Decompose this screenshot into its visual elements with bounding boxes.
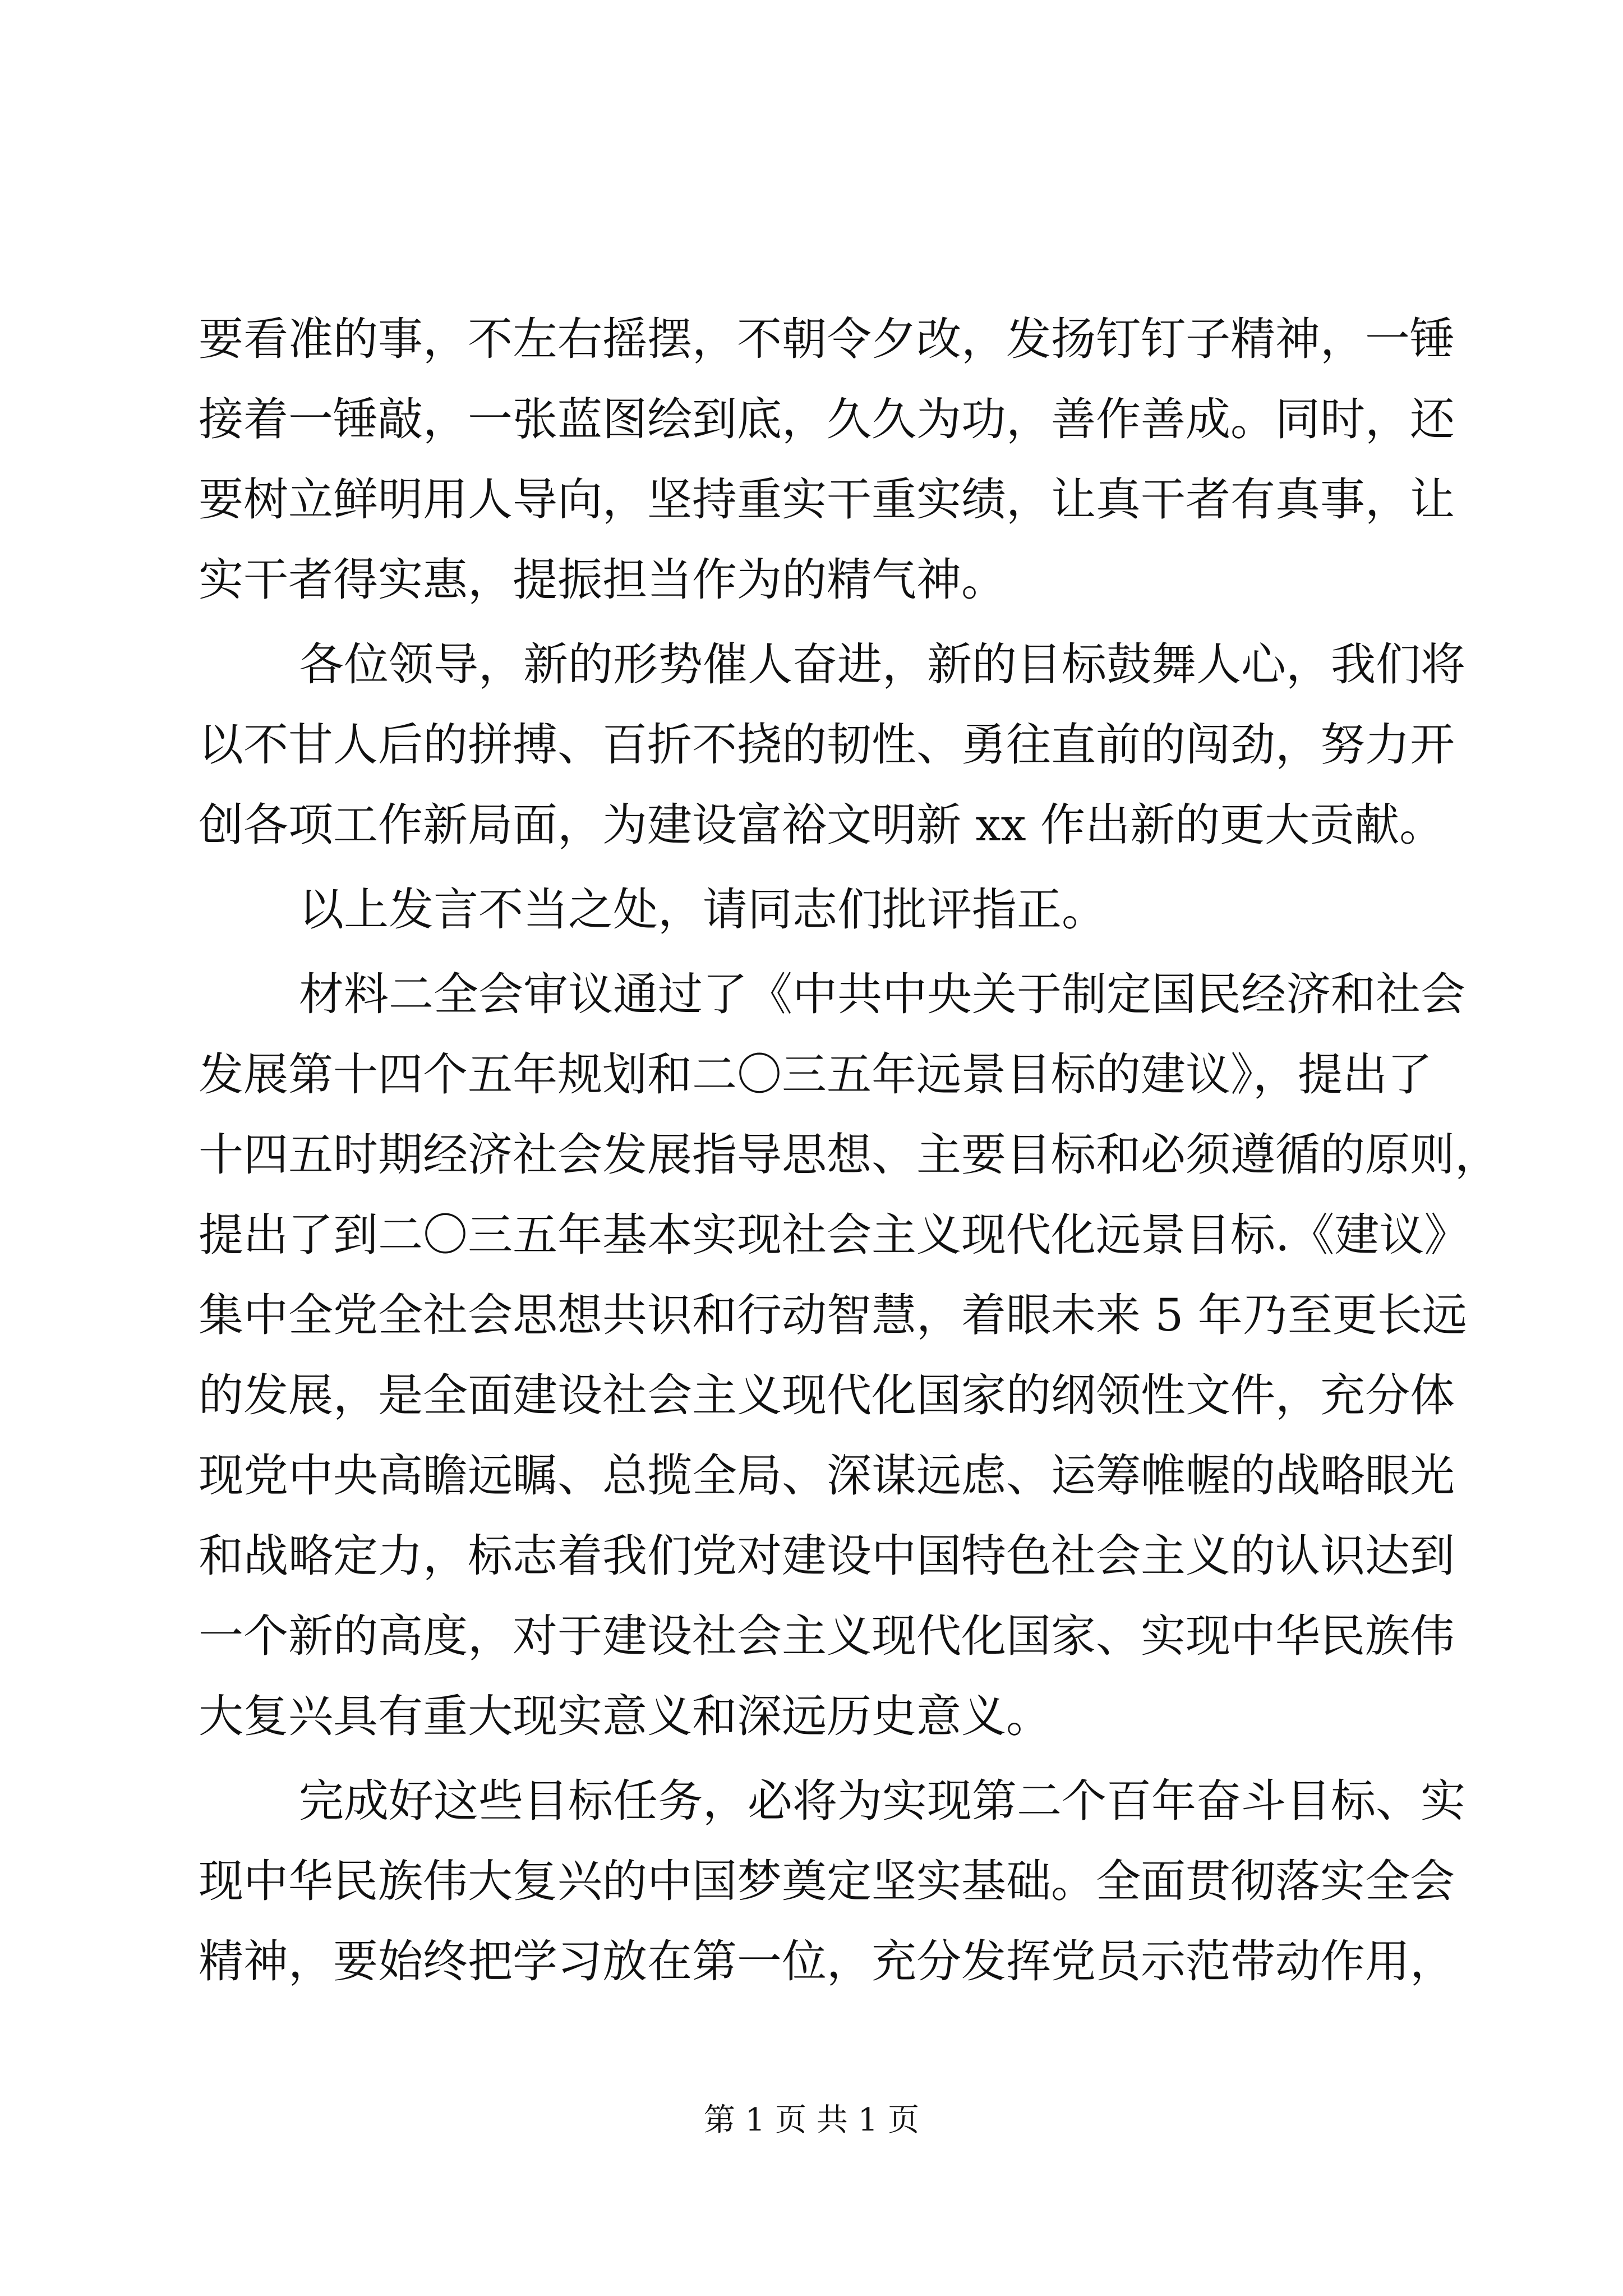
text-line: 的发展，是全面建设社会主义现代化国家的纲领性文件，充分体 [199,1369,1455,1421]
text-line: 大复兴具有重大现实意义和深远历史意义。 [199,1690,1051,1742]
text-line: 现中华民族伟大复兴的中国梦奠定坚实基础。全面贯彻落实全会 [199,1855,1455,1907]
text-line: 实干者得实惠，提振担当作为的精气神。 [199,554,1006,606]
paragraph-first-line: 各位领导，新的形势催人奋进，新的目标鼓舞人心，我们将 [299,638,1465,691]
text-line: 一个新的高度，对于建设社会主义现代化国家、实现中华民族伟 [199,1610,1455,1662]
text-line: 现党中央高瞻远瞩、总揽全局、深谋远虑、运筹帷幄的战略眼光 [199,1450,1455,1502]
text-line: 精神，要始终把学习放在第一位，充分发挥党员示范带动作用， [199,1935,1455,1987]
text-line: 以不甘人后的拼搏、百折不挠的韧性、勇往直前的闯劲，努力开 [199,719,1455,771]
page-footer: 第 1 页 共 1 页 [703,2102,920,2138]
text-line: 要树立鲜明用人导向，坚持重实干重实绩，让真干者有真事，让 [199,473,1455,526]
paragraph-first-line: 以上发言不当之处，请同志们批评指正。 [299,884,1106,936]
text-line: 提出了到二〇三五年基本实现社会主义现代化远景目标.《建议》 [199,1209,1469,1261]
paragraph-first-line: 完成好这些目标任务，必将为实现第二个百年奋斗目标、实 [299,1775,1465,1827]
text-line: 接着一锤敲，一张蓝图绘到底，久久为功，善作善成。同时，还 [199,393,1455,445]
text-line: 和战略定力，标志着我们党对建设中国特色社会主义的认识达到 [199,1530,1455,1582]
text-line: 要看准的事，不左右摇摆，不朝令夕改，发扬钉钉子精神，一锤 [199,313,1455,365]
text-line: 发展第十四个五年规划和二〇三五年远景目标的建议》，提出了 [199,1048,1432,1101]
text-line: 集中全党全社会思想共识和行动智慧，着眼未来 5 年乃至更长远 [199,1289,1467,1341]
text-line: 创各项工作新局面，为建设富裕文明新 xx 作出新的更大贡献。 [199,799,1445,851]
paragraph-first-line: 材料二全会审议通过了《中共中央关于制定国民经济和社会 [299,968,1465,1020]
text-line: 十四五时期经济社会发展指导思想、主要目标和必须遵循的原则， [199,1129,1500,1181]
